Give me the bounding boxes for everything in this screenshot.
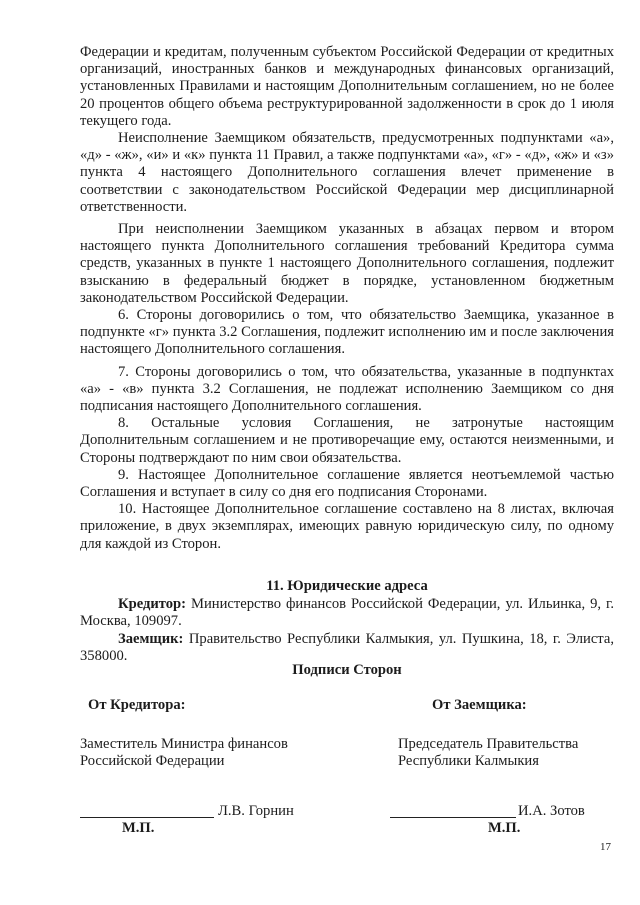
paragraph-clause-6: 6. Стороны договорились о том, что обязательство Заемщика, указанное в подпункте «г» пункта 3.2 Соглашения, подлежит исполнению им и после заключения настоящего Дополнительного соглашения.: [80, 307, 614, 358]
creditor-seal-mark: М.П.: [122, 820, 155, 836]
creditor-heading: От Кредитора:: [88, 697, 186, 713]
creditor-position-line2: Российской Федерации: [80, 753, 225, 769]
borrower-address: Правительство Республики Калмыкия, ул. Пушкина, 18, г. Элиста, 358000.: [80, 631, 614, 665]
borrower-seal-mark: М.П.: [488, 820, 521, 836]
paragraph-recovery: При неисполнении Заемщиком указанных в абзацах первом и втором настоящего пункта Дополнительного соглашения требований Кредитора сумма средств, указанных в пункте 1 настоящего Дополнительного соглашения, подлежит взысканию в федеральный бюджет в порядке, установленном бюджетным законодательством Российской Федерации.: [80, 221, 614, 306]
paragraph-nonfulfillment: Неисполнение Заемщиком обязательств, предусмотренных подпунктами «а», «д» - «ж», «и» и «к» пункта 11 Правил, а также подпунктами «а», «г» - «д», «ж» и «з» пункта 4 настоящего Дополнительного соглашения влечет применение в соответствии с законодательством Российской Федерации мер дисциплинарной ответственности.: [80, 130, 614, 215]
creditor-address-block: [80, 596, 614, 630]
creditor-label: Кредитор:: [118, 596, 187, 612]
creditor-signature-line: [80, 817, 214, 818]
paragraph-clause-10: 10. Настоящее Дополнительное соглашение составлено на 8 листах, включая приложение, в двух экземплярах, имеющих равную юридическую силу, по одному для каждой из Сторон.: [80, 501, 614, 552]
paragraph-clause-7: 7. Стороны договорились о том, что обязательства, указанные в подпунктах «а» - «в» пункта 3.2 Соглашения, не подлежат исполнению Заемщиком со дня подписания настоящего Дополнительного соглашения.: [80, 363, 614, 415]
creditor-signatory-name: Л.В. Горнин: [218, 803, 294, 819]
borrower-position-line1: Председатель Правительства: [398, 736, 579, 752]
page-number: 17: [600, 841, 611, 853]
creditor-position-line1: Заместитель Министра финансов: [80, 736, 288, 752]
borrower-signatory-name: И.А. Зотов: [518, 803, 585, 819]
section-title: 11. Юридические адреса: [266, 578, 428, 594]
body-text: [80, 44, 614, 553]
borrower-heading: От Заемщика:: [432, 697, 527, 713]
paragraph-clause-8: 8. Остальные условия Соглашения, не затронутые настоящим Дополнительным соглашением и не противоречащие ему, остаются неизменными, и Стороны подтверждают по ним свои обязательства.: [80, 415, 614, 466]
borrower-address-block: [80, 631, 614, 665]
borrower-position-line2: Республики Калмыкия: [398, 753, 539, 769]
signatures-title: Подписи Сторон: [292, 662, 402, 678]
paragraph-clause-9: 9. Настоящее Дополнительное соглашение является неотъемлемой частью Соглашения и вступает в силу со дня его подписания Сторонами.: [80, 466, 614, 501]
creditor-address: Министерство финансов Российской Федерации, ул. Ильинка, 9, г. Москва, 109097.: [80, 596, 614, 630]
paragraph-continuation: Федерации и кредитам, полученным субъектом Российской Федерации от кредитных организаций, иностранных банков и международных финансовых организаций, установленных Правилами и настоящим Дополнительным соглашением, но не более 20 процентов общего объема реструктурированной задолженности в срок до 1 июля текущего года.: [80, 44, 614, 129]
borrower-label: Заемщик:: [118, 631, 184, 647]
borrower-signature-line: [390, 817, 516, 818]
